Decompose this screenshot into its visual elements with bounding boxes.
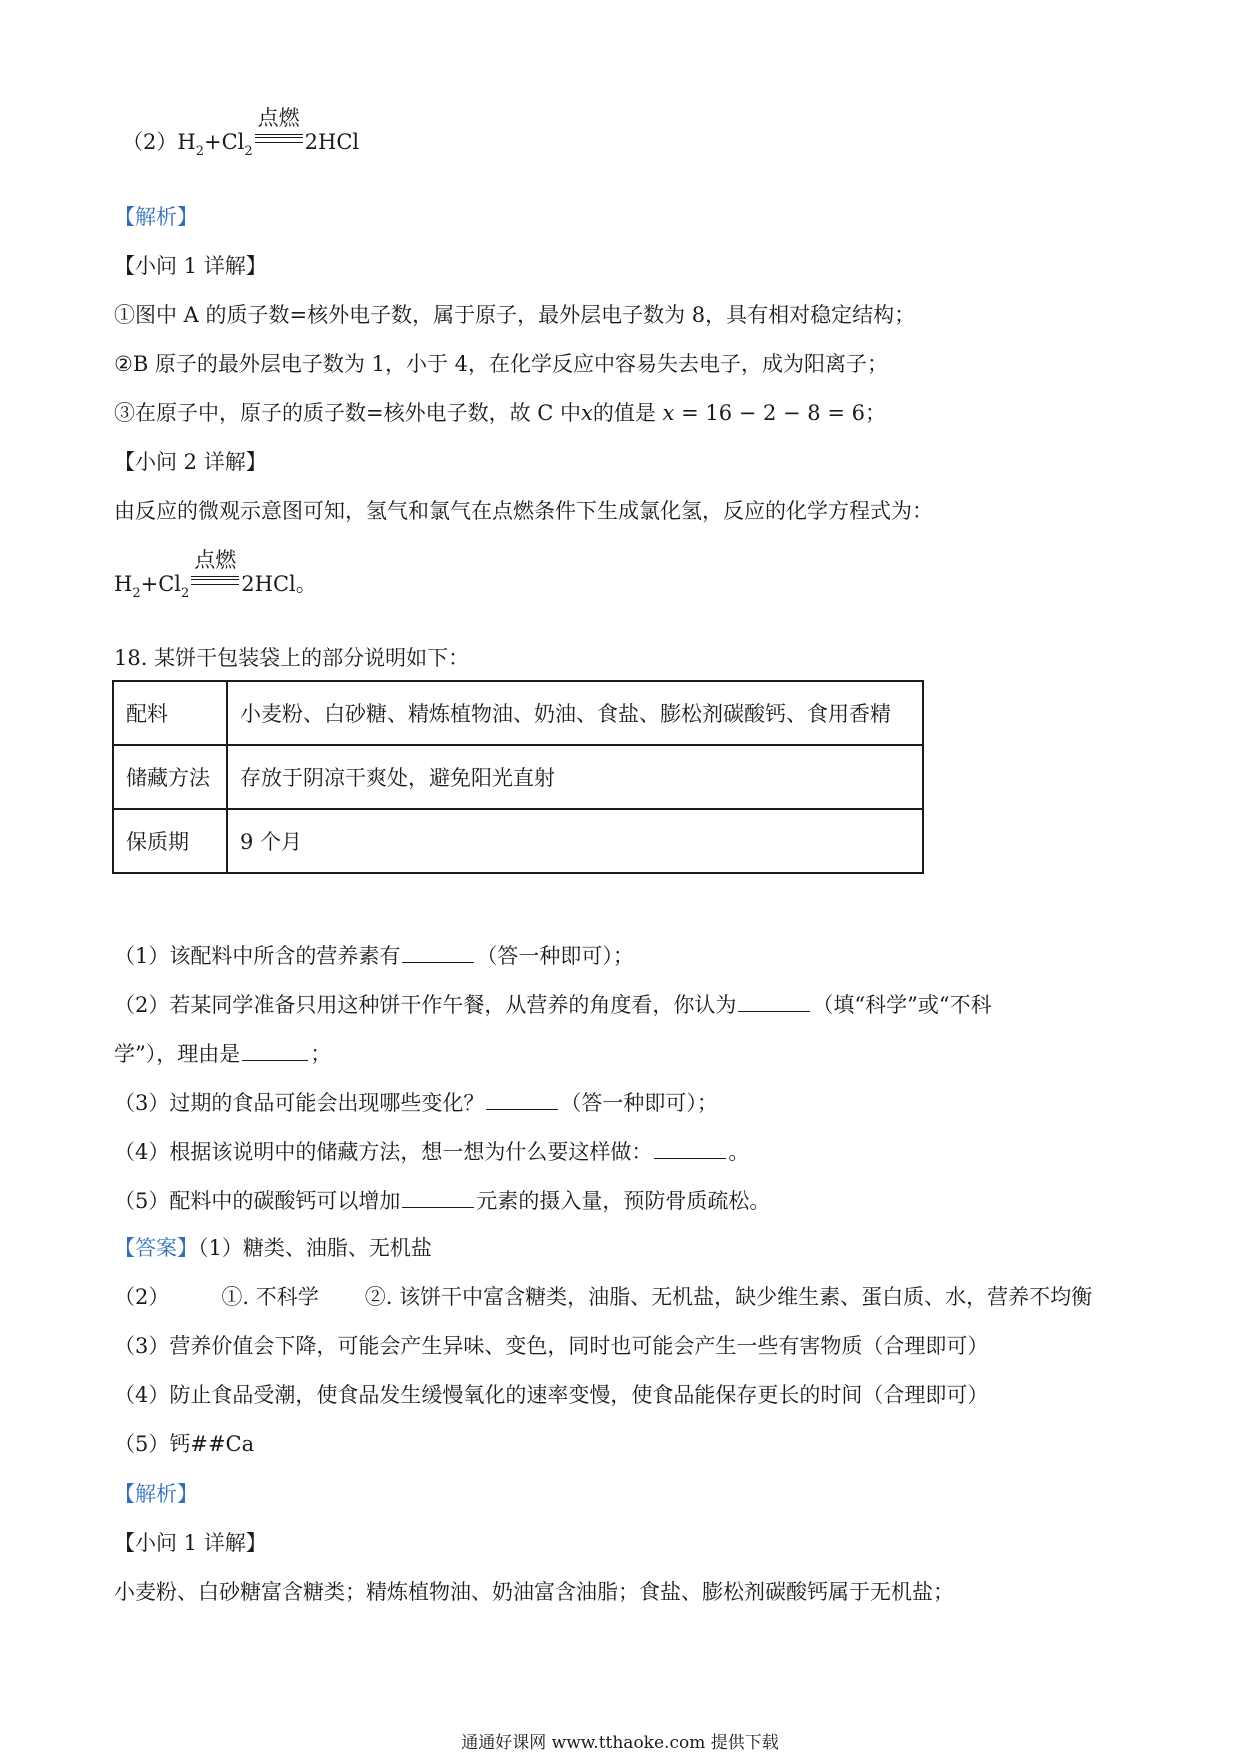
answer-line-4: （4）防止食品受潮，使食品发生缓慢氧化的速率变慢，使食品能保存更长的时间（合理即可） [114,1383,989,1407]
explanation-line: ②B 原子的最外层电子数为 1，小于 4，在化学反应中容易失去电子，成为阳离子； [114,352,889,376]
analysis-label: 【解析】 [114,205,198,229]
table-row [113,681,923,745]
answer-line-1: 【答案】（1）糖类、油脂、无机盐 [114,1236,432,1260]
answer-blank [738,993,810,1012]
analysis-label: 【解析】 [114,1482,198,1506]
sub-question-3: （3）过期的食品可能会出现哪些变化？ （答一种即可）； [114,1091,718,1115]
explanation-line: ③在原子中，原子的质子数=核外电子数，故 C 中x的值是 x = 16 − 2 − 8 = 6； [114,401,886,425]
explanation-line: ①图中 A 的质子数=核外电子数，属于原子，最外层电子数为 8，具有相对稳定结构； [114,303,916,327]
sub-question-5: （5）配料中的碳酸钙可以增加 元素的摄入量，预防骨质疏松。 [114,1189,771,1213]
page-footer: 通通好课网 www.tthaoke.com 提供下载 [461,1733,779,1753]
table-value: 9 个月 [227,809,923,873]
equation-line: $H_2+Cl_2$ 点燃 2HCl。 [114,548,317,601]
answer-blank [242,1042,308,1061]
table-row [113,745,923,809]
sub-question-1-heading: 【小问 1 详解】 [114,254,267,278]
answer-line-2: （2） ①. 不科学 ②. 该饼干中富含糖类，油脂、无机盐，缺少维生素、蛋白质、水，营养不均衡 [114,1285,1093,1309]
answer-blank [402,944,474,963]
answer-blank [654,1140,726,1159]
sub-question-2-heading: 【小问 2 详解】 [114,450,267,474]
answer-line-5: （5）钙##Ca [114,1432,255,1456]
answer-2-equation: $(2)H_2+Cl_2$ 点燃 2HCl [122,106,360,159]
sub-question-1-heading: 【小问 1 详解】 [114,1531,267,1555]
sub-question-4: （4）根据该说明中的储藏方法，想一想为什么要这样做： 。 [114,1140,750,1164]
answer-line-3: （3）营养价值会下降，可能会产生异味、变色，同时也可能会产生一些有害物质（合理即可） [114,1334,989,1358]
explanation-line: 小麦粉、白砂糖富含糖类；精炼植物油、奶油富含油脂；食盐、膨松剂碳酸钙属于无机盐； [114,1580,954,1604]
reaction-arrow: 点燃 [255,132,303,153]
reaction-arrow: 点燃 [191,574,239,595]
explanation-line: 由反应的微观示意图可知，氢气和氯气在点燃条件下生成氯化氢，反应的化学方程式为： [114,499,933,523]
sub-question-2: （2）若某同学准备只用这种饼干作午餐，从营养的角度看，你认为 （填“科学”或“不科 [114,993,992,1017]
answer-blank [402,1189,474,1208]
table-key: 保质期 [113,809,227,873]
table-key: 配料 [113,681,227,745]
sub-question-2-cont: 学”），理由是 ； [114,1042,332,1066]
table-value: 小麦粉、白砂糖、精炼植物油、奶油、食盐、膨松剂碳酸钙、食用香精 [227,681,923,745]
answer-blank [486,1091,558,1110]
table-row [113,809,923,873]
question-18-title: 18. 某饼干包装袋上的部分说明如下： [114,646,470,670]
product-info-table [112,680,924,874]
answer-label: 【答案】 [114,1236,198,1260]
table-value: 存放于阴凉干爽处，避免阳光直射 [227,745,923,809]
sub-question-1: （1）该配料中所含的营养素有 （答一种即可）； [114,944,634,968]
table-key: 储藏方法 [113,745,227,809]
